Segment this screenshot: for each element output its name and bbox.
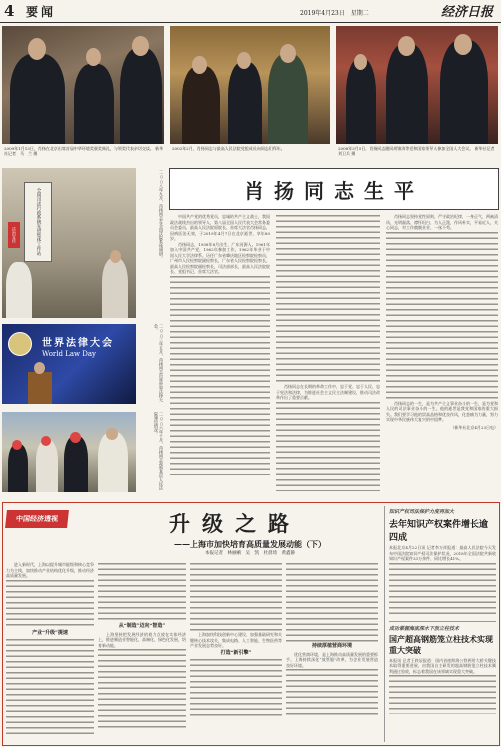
obituary-title: 肖扬同志生平	[244, 178, 424, 203]
brief-title-1: 去年知识产权案件增长逾四成	[389, 520, 489, 543]
feature-subhead-2: 从“制造”迈向“智造”	[118, 623, 166, 629]
sign-banner: 法治宣传	[8, 222, 20, 248]
obituary-para-2: 肖扬同志，1938年8月出生，广东河源人。1961年加入中国共产党，1962年参加工作。1962年毕业于中国人民大学法律系。历任广东省肇庆地区检察院检察员，广州市人民检察院副检察长，广东省人民检察院检察长，最高人民检察院副检察长，司法部部长，最高人民法院院长、党组书记、首席大法官。	[170, 241, 270, 274]
obituary-text-lines	[386, 231, 498, 401]
obituary-para-1: 中国共产党的优秀党员，忠诚的共产主义战士，我国政法战线杰出的领导人，第八届全国人民代表大会常务委员会委员，最高人民法院原院长、首席大法官肖扬同志，因病医治无效，于2019年4月7日在北京逝世，享年80岁。	[170, 214, 270, 241]
photo-caption-2: 2002年2月，肖扬同志与最高人民法院党组成员向同志们拜年。	[172, 146, 285, 151]
emblem-icon	[8, 332, 32, 356]
feature-text-lines	[98, 562, 186, 622]
sign-board: 全国司法行政系统先进集体工作站	[24, 182, 52, 262]
feature-text-lines	[286, 562, 378, 642]
photo-world-law-congress	[2, 324, 136, 404]
feature-text-lines	[6, 579, 94, 629]
right-column	[384, 506, 496, 742]
vertical-caption-1: 二○○八年九月，肖扬同志在全国法院系统调研。	[159, 170, 164, 260]
feature-banner: 中国经济透视	[5, 510, 69, 528]
brief-kicker-2: 成功掌握海底深水下放立柱技术	[389, 625, 460, 632]
photo-handshake	[2, 26, 164, 144]
feature-para-b: 上海坚持把发展经济的着力点放在实体经济上，推进制造业智能化、高端化、绿色化发展，培育新动能。	[98, 631, 186, 648]
congress-backdrop-subtitle: World Law Day	[42, 350, 97, 358]
feature-para-c: 上海加快科技创新中心建设，加强基础研究和关键核心技术攻关，集成电路、人工智能、生物医药等产业发展态势良好。	[190, 632, 282, 648]
brief-kicker-1: 知识产权司法保护力度再加大	[389, 509, 455, 515]
congress-backdrop-title: 世界法律大会	[42, 338, 114, 349]
obituary-text-lines	[276, 401, 380, 491]
photo-new-year-greeting	[170, 26, 330, 144]
brief-body-2: 本报讯 记者王轶辰报道：国内首座跨海公铁两用大桥关键技术取得重要进展，由我国自主研发的超高钢筋笼立柱技术顺利通过验收，标志着我国在该领域实现重大突破。	[389, 657, 496, 674]
brief-text-lines	[389, 674, 496, 714]
brief-text-lines	[389, 562, 496, 618]
feature-column-4	[286, 562, 378, 740]
feature-column-3	[190, 562, 282, 740]
photo-site-inspection	[2, 412, 136, 492]
feature-subtitle: ——上海市加快培育高质量发展动能（下）	[174, 539, 326, 549]
issue-date: 2019年4月23日 星期二	[300, 10, 369, 17]
vertical-caption-3: 二○○六年十月，肖扬同志视察基层人民法院建设情况。	[154, 412, 164, 490]
obituary-title-box	[169, 168, 499, 210]
page-header	[0, 0, 501, 23]
feature-subhead-3: 打造“新引擎”	[220, 649, 252, 656]
feature-para-d: 优化营商环境，是上海推动高质量发展的重要抓手。上海持续深化“放管服”改革，为企业发展营造良好环境。	[286, 651, 378, 668]
feature-column-1	[6, 562, 94, 740]
brief-body-1: 本报北京4月22日讯 记者李万祥报道：最高人民法院今天发布中国法院知识产权司法保护状况，2018年全国法院共新收知识产权案件33万余件，同比增长41%。	[389, 545, 496, 561]
feature-text-lines	[6, 638, 94, 736]
photo-caption-1: 2009年1月13日，肖扬在北京出席首届中华环境奖颁奖典礼，与领奖代表亲切交谈。 新华社记者 马 兰 摄	[4, 146, 164, 156]
section-title: 要闻	[26, 5, 57, 19]
feature-text-lines	[190, 658, 282, 718]
photo-office-sign	[2, 168, 136, 318]
obituary-text-lines	[276, 214, 380, 384]
obituary-column-1	[170, 214, 270, 496]
page-number: 4	[4, 2, 15, 20]
feature-byline: 本报记者 林丽鹂 吴 凯 杜晨琦 黄鑫静	[205, 551, 295, 556]
feature-text-lines	[286, 668, 378, 718]
obituary-credit: （新华社北京4月23日电）	[450, 424, 498, 430]
obituary-text-lines	[170, 275, 270, 475]
feature-column-2	[98, 562, 186, 740]
masthead-logo: 经济日报	[441, 5, 494, 20]
photo-congress-walk	[336, 26, 498, 144]
obituary-para-3: 肖扬同志在长期的革命工作中，忠于党、忠于人民、忠于宪法和法律，为推进社会主义民主法制建设，推动司法改革作出了重要贡献。	[276, 384, 380, 400]
feature-text-lines	[190, 562, 282, 632]
obituary-column-2	[276, 214, 380, 496]
feature-subhead-4: 持续厚植营商环境	[311, 643, 352, 649]
feature-para-a: 进入新时代，上海以提升城市能级和核心竞争力为主线，加快推动产业结构优化升级，推动经济高质量发展。	[6, 562, 94, 578]
obituary-column-3	[386, 214, 498, 496]
feature-subhead-1: 产业“升级”提速	[32, 629, 68, 636]
obituary-para-4: 肖扬同志坚持党性原则，严守政治纪律，一身正气，两袖清风，光明磊落，襟怀坦白，为人正派，作风朴实，平易近人，关心同志，对工作兢兢业业、一丝不苟。	[386, 214, 498, 230]
photo-caption-3: 2008年3月5日，肖扬同志随同胡锦涛等党和国家领导人参加全国人大会议。 新华社记者 刘卫兵 摄	[338, 146, 499, 156]
obituary-para-5: 肖扬同志的一生，是为共产主义事业奋斗的一生，是为党和人民的司法事业奋斗的一生。他的逝世是我党和国家的重大损失。我们要学习他的崇高品格和优良作风，化悲痛为力量，努力实现中华民族伟大复兴的中国梦。	[386, 400, 498, 422]
brief-title-2: 国产超高钢筋笼立柱技术实现重大突破	[389, 634, 493, 655]
feature-title: 升级之路	[169, 512, 301, 536]
feature-text-lines	[98, 648, 186, 728]
vertical-caption-2: 二○○三年五月，肖扬同志出席世界法律大会。	[154, 324, 164, 402]
podium	[28, 372, 52, 404]
